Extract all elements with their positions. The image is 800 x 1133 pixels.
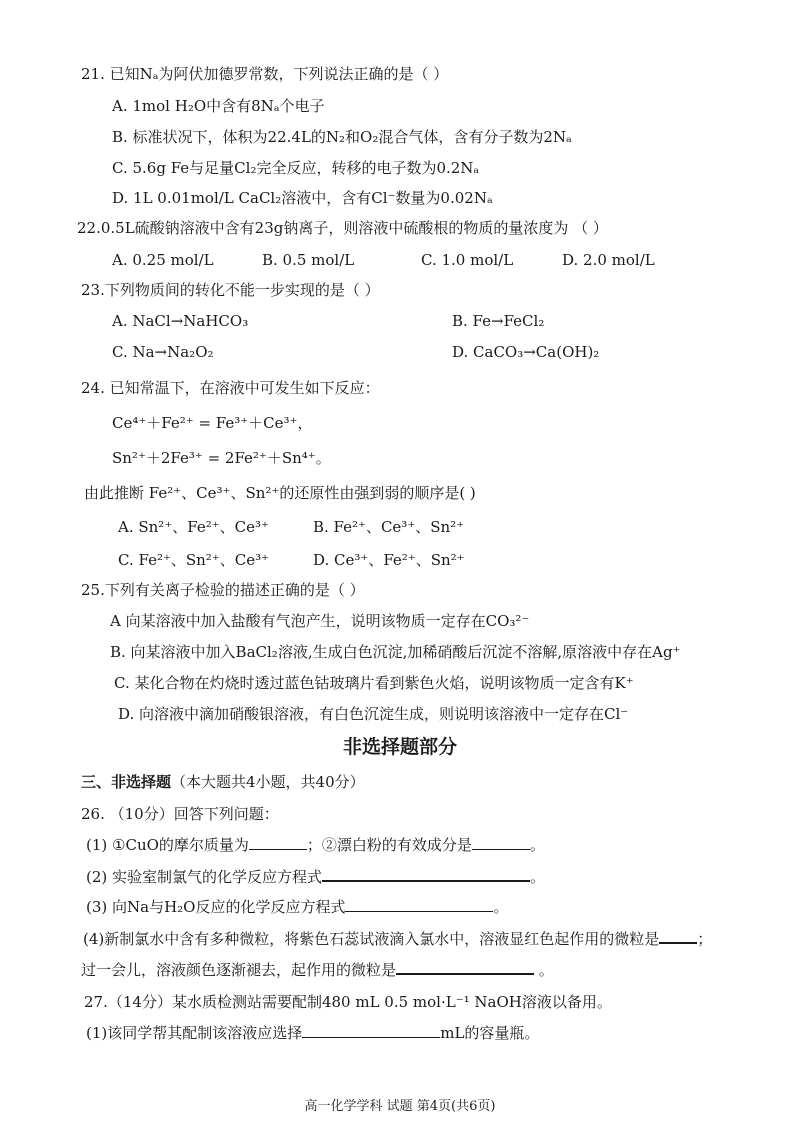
q23-option-d: D. CaCO₃→Ca(OH)₂ (452, 343, 600, 361)
q24-option-d: D. Ce³⁺、Fe²⁺、Sn²⁺ (313, 551, 465, 569)
q25-stem: 25.下列有关离子检验的描述正确的是（ ） (81, 581, 365, 599)
answer-blank[interactable] (472, 835, 530, 850)
section-heading-label: 三、非选择题 (81, 773, 172, 791)
answer-blank[interactable] (396, 959, 534, 975)
q21-option-a: A. 1mol H₂O中含有8Nₐ个电子 (112, 97, 325, 115)
q26-part4b (81, 959, 554, 980)
q26-part4-end: ； (697, 930, 713, 948)
q26-part1-end: 。 (529, 836, 545, 854)
q26-part2 (86, 866, 545, 887)
answer-blank[interactable] (659, 928, 697, 944)
q24-option-a: A. Sn²⁺、Fe²⁺、Ce³⁺ (118, 518, 269, 536)
section-heading-note: （本大题共4小题，共40分） (171, 773, 365, 791)
q22-option-d: D. 2.0 mol/L (562, 251, 655, 269)
page-footer: 高一化学学科 试题 第4页(共6页) (304, 1099, 496, 1114)
q24-inference: 由此推断 Fe²⁺、Ce³⁺、Sn²⁺的还原性由强到弱的顺序是( ) (84, 484, 476, 502)
q23-option-c: C. Na→Na₂O₂ (112, 343, 214, 361)
q27-part1-text: (1)该同学帮其配制该溶液应选择 (86, 1024, 303, 1042)
q25-option-d: D. 向溶液中滴加硝酸银溶液，有白色沉淀生成，则说明该溶液中一定存在Cl⁻ (118, 705, 629, 723)
section-title: 非选择题部分 (342, 736, 457, 758)
q26-part4-text: (4)新制氯水中含有多种微粒，将紫色石蕊试液滴入氯水中，溶液显红色起作用的微粒是 (83, 930, 660, 948)
q27-part1 (86, 1023, 539, 1043)
q24-stem: 24. 已知常温下，在溶液中可发生如下反应： (81, 379, 380, 397)
q21-option-b: B. 标准状况下，体积为22.4L的N₂和O₂混合气体，含有分子数为2Nₐ (112, 128, 572, 146)
q26-part4b-text: 过一会儿，溶液颜色逐渐褪去，起作用的微粒是 (81, 961, 397, 979)
q26-part3 (86, 897, 509, 917)
answer-blank[interactable] (322, 866, 530, 882)
q27-part1-end: mL的容量瓶。 (440, 1024, 540, 1042)
q22-stem: 22.0.5L硫酸钠溶液中含有23g钠离子，则溶液中硫酸根的物质的量浓度为 （ ） (77, 219, 608, 237)
q26-part1-a: (1) ①CuO的摩尔质量为 (86, 836, 249, 854)
q24-equation-1: Ce⁴⁺＋Fe²⁺ = Fe³⁺＋Ce³⁺， (112, 414, 313, 432)
q26-part3-end: 。 (493, 898, 509, 916)
q23-option-b: B. Fe→FeCl₂ (452, 312, 545, 330)
q26-part4b-end: 。 (534, 961, 554, 979)
q22-option-c: C. 1.0 mol/L (421, 251, 514, 269)
q23-stem: 23.下列物质间的转化不能一步实现的是（ ） (81, 281, 380, 299)
q26-part1-b: ；②漂白粉的有效成分是 (306, 836, 472, 854)
q25-option-b: B. 向某溶液中加入BaCl₂溶液,生成白色沉淀,加稀硝酸后沉淀不溶解,原溶液中存在Ag⁺ (110, 643, 681, 661)
q24-option-c: C. Fe²⁺、Sn²⁺、Ce³⁺ (118, 551, 270, 569)
q22-option-b: B. 0.5 mol/L (262, 251, 355, 269)
q27-stem: 27.（14分）某水质检测站需要配制480 mL 0.5 mol·L⁻¹ NaOH溶液以备用。 (84, 993, 612, 1011)
q24-equation-2: Sn²⁺＋2Fe³⁺ = 2Fe²⁺＋Sn⁴⁺。 (112, 449, 331, 467)
answer-blank[interactable] (302, 1023, 440, 1038)
q21-option-c: C. 5.6g Fe与足量Cl₂完全反应，转移的电子数为0.2Nₐ (112, 159, 480, 177)
q25-option-c: C. 某化合物在灼烧时透过蓝色钴玻璃片看到紫色火焰，说明该物质一定含有K⁺ (114, 674, 634, 692)
q26-part4 (83, 928, 712, 949)
q21-stem: 21. 已知Nₐ为阿伏加德罗常数，下列说法正确的是（ ） (81, 65, 449, 83)
q25-option-a: A 向某溶液中加入盐酸有气泡产生，说明该物质一定存在CO₃²⁻ (110, 612, 530, 630)
q23-option-a: A. NaCl→NaHCO₃ (112, 312, 249, 330)
section-heading (81, 772, 365, 792)
q26-part2-end: 。 (530, 868, 546, 886)
q21-option-d: D. 1L 0.01mol/L CaCl₂溶液中，含有Cl⁻数量为0.02Nₐ (112, 189, 493, 207)
answer-blank[interactable] (249, 835, 307, 850)
q26-part3-text: (3) 向Na与H₂O反应的化学反应方程式 (86, 898, 346, 916)
q22-option-a: A. 0.25 mol/L (112, 251, 214, 269)
answer-blank[interactable] (345, 897, 493, 912)
q26-part1 (86, 835, 545, 855)
q24-option-b: B. Fe²⁺、Ce³⁺、Sn²⁺ (313, 518, 465, 536)
q26-stem: 26. （10分）回答下列问题： (81, 805, 279, 823)
q26-part2-text: (2) 实验室制氯气的化学反应方程式 (86, 868, 323, 886)
